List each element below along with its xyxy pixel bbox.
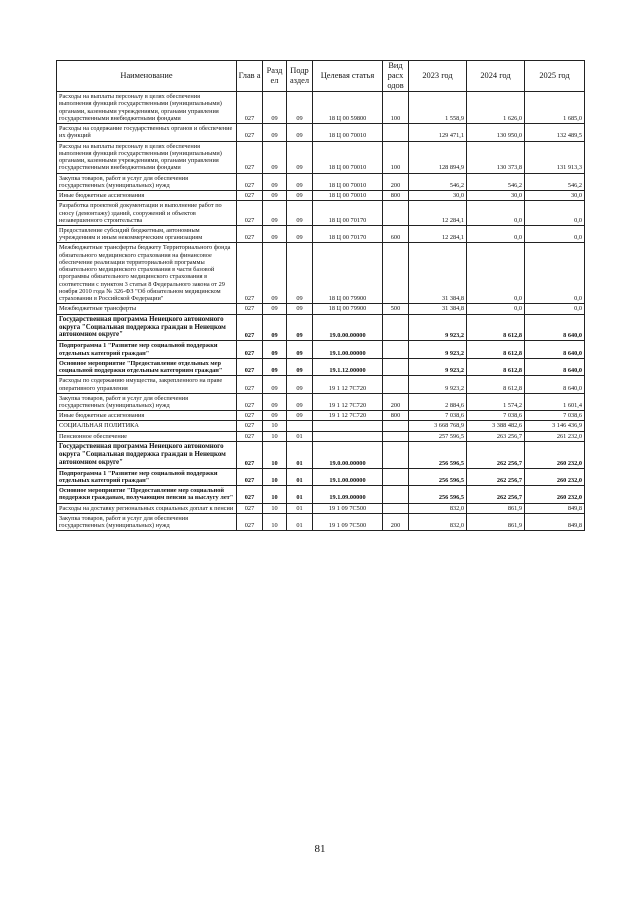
row-glava: 027 [237,92,263,124]
row-2024: 8 612,8 [467,341,525,358]
row-2024: 262 256,7 [467,486,525,503]
row-name: Расходы на содержание государственных органов и обеспечение их функций [57,124,237,141]
row-vid [383,421,409,431]
table-row [57,358,585,375]
row-podrazdel: 09 [287,314,313,341]
row-razdel: 10 [263,513,287,530]
row-article: 18 Ц 00 59800 [313,92,383,124]
row-2024: 0,0 [467,225,525,242]
row-2023: 9 923,2 [409,376,467,393]
row-2024: 0,0 [467,201,525,226]
row-vid: 800 [383,191,409,201]
table-row [57,124,585,141]
row-2023: 546,2 [409,173,467,190]
row-podrazdel: 01 [287,468,313,485]
table-body [57,92,585,531]
row-article: 18 Ц 00 70010 [313,141,383,173]
row-razdel: 10 [263,421,287,431]
row-razdel: 10 [263,431,287,441]
table-row [57,421,585,431]
row-article: 19.1.12.00000 [313,358,383,375]
row-podrazdel: 09 [287,201,313,226]
row-2025: 260 232,0 [525,468,585,485]
row-podrazdel: 09 [287,225,313,242]
row-name: Государственная программа Ненецкого автономного округа "Социальная поддержка граждан в Ненецком автономном округе" [57,441,237,468]
row-2025: 8 640,0 [525,358,585,375]
row-article: 18 Ц 00 70170 [313,201,383,226]
row-2024: 263 256,7 [467,431,525,441]
row-vid [383,431,409,441]
row-article: 18 Ц 00 79900 [313,304,383,314]
header-2024: 2024 год [467,61,525,92]
row-podrazdel: 09 [287,92,313,124]
row-2025: 261 232,0 [525,431,585,441]
row-2023: 9 923,2 [409,358,467,375]
row-2025: 0,0 [525,243,585,304]
row-podrazdel: 09 [287,243,313,304]
table-row [57,486,585,503]
row-name: Расходы на доставку региональных социальных доплат к пенсии [57,503,237,513]
row-name: Предоставление субсидий бюджетным, автономным учреждениям и иным некоммерческим организациям [57,225,237,242]
row-article: 18 Ц 00 70010 [313,173,383,190]
row-2025: 1 685,0 [525,92,585,124]
row-razdel: 09 [263,243,287,304]
table-row [57,441,585,468]
row-article: 19.0.00.00000 [313,314,383,341]
row-name: Разработка проектной документации и выполнение работ по сносу (демонтажу) зданий, сооружений и объектов незавершенного строительства [57,201,237,226]
row-2023: 12 284,1 [409,201,467,226]
table-row [57,513,585,530]
row-razdel: 09 [263,124,287,141]
row-2025: 849,8 [525,503,585,513]
row-glava: 027 [237,468,263,485]
row-glava: 027 [237,431,263,441]
row-vid: 500 [383,304,409,314]
row-glava: 027 [237,341,263,358]
row-2025: 3 146 436,9 [525,421,585,431]
row-2023: 3 668 768,9 [409,421,467,431]
row-2023: 12 284,1 [409,225,467,242]
row-2025: 260 232,0 [525,486,585,503]
row-2024: 262 256,7 [467,468,525,485]
row-2025: 131 913,3 [525,141,585,173]
row-name: Основное мероприятие "Предоставление мер социальной поддержки гражданам, получающим пенсии за выслугу лет" [57,486,237,503]
row-vid: 600 [383,225,409,242]
row-razdel: 09 [263,341,287,358]
header-podrazdel: Подр аздел [287,61,313,92]
row-glava: 027 [237,503,263,513]
row-name: Закупка товаров, работ и услуг для обеспечения государственных (муниципальных) нужд [57,393,237,410]
row-name: Иные бюджетные ассигнования [57,191,237,201]
row-glava: 027 [237,191,263,201]
budget-table [56,60,585,531]
row-2024: 861,9 [467,503,525,513]
row-glava: 027 [237,141,263,173]
row-name: Подпрограмма 1 "Развитие мер социальной поддержки отдельных категорий граждан" [57,468,237,485]
row-glava: 027 [237,421,263,431]
row-razdel: 09 [263,411,287,421]
row-glava: 027 [237,173,263,190]
row-name: Расходы на выплаты персоналу в целях обеспечения выполнения функций государственными (муниципальными) органами, казенными учреждениями, органами управления государственными внебюджетными фондами [57,92,237,124]
row-article: 19 1 12 7С720 [313,411,383,421]
row-article: 18 Ц 00 70170 [313,225,383,242]
row-name: Основное мероприятие "Предоставление отдельных мер социальной поддержки отдельным категориям граждан" [57,358,237,375]
row-razdel: 09 [263,141,287,173]
row-2024: 130 373,8 [467,141,525,173]
row-2023: 9 923,2 [409,341,467,358]
row-podrazdel: 09 [287,191,313,201]
row-glava: 027 [237,225,263,242]
row-2023: 31 384,8 [409,304,467,314]
row-vid: 200 [383,513,409,530]
row-razdel: 10 [263,441,287,468]
table-row [57,376,585,393]
row-article: 19 1 09 7С500 [313,503,383,513]
row-article [313,421,383,431]
row-vid [383,314,409,341]
table-row [57,503,585,513]
header-article: Целевая статья [313,61,383,92]
table-row [57,243,585,304]
table-row [57,173,585,190]
row-vid: 100 [383,92,409,124]
row-article: 19.1.09.00000 [313,486,383,503]
row-article: 19 1 12 7С720 [313,393,383,410]
row-razdel: 09 [263,225,287,242]
row-2024: 546,2 [467,173,525,190]
row-article: 19 1 09 7С500 [313,513,383,530]
row-glava: 027 [237,486,263,503]
row-vid [383,441,409,468]
row-glava: 027 [237,513,263,530]
table-row [57,141,585,173]
row-vid: 800 [383,411,409,421]
row-article: 19.0.00.00000 [313,441,383,468]
budget-page [56,60,584,531]
row-razdel: 09 [263,173,287,190]
row-glava: 027 [237,304,263,314]
row-2025: 132 489,5 [525,124,585,141]
row-vid [383,486,409,503]
row-2023: 30,0 [409,191,467,201]
row-vid [383,376,409,393]
row-razdel: 09 [263,393,287,410]
row-2024: 130 950,0 [467,124,525,141]
header-2023: 2023 год [409,61,467,92]
row-2025: 8 640,0 [525,341,585,358]
row-2025: 0,0 [525,304,585,314]
row-2023: 256 596,5 [409,441,467,468]
header-razdel: Разд ел [263,61,287,92]
row-2025: 1 601,4 [525,393,585,410]
header-glava: Глав а [237,61,263,92]
row-vid [383,468,409,485]
row-2024: 30,0 [467,191,525,201]
table-row [57,411,585,421]
row-podrazdel: 01 [287,503,313,513]
row-glava: 027 [237,376,263,393]
row-2023: 257 596,5 [409,431,467,441]
row-2024: 1 626,0 [467,92,525,124]
row-glava: 027 [237,201,263,226]
row-2024: 8 612,8 [467,376,525,393]
row-name: Закупка товаров, работ и услуг для обеспечения государственных (муниципальных) нужд [57,173,237,190]
row-razdel: 09 [263,201,287,226]
header-name: Наименование [57,61,237,92]
row-article: 19 1 12 7С720 [313,376,383,393]
row-podrazdel: 09 [287,304,313,314]
row-glava: 027 [237,314,263,341]
table-row [57,304,585,314]
row-2024: 0,0 [467,243,525,304]
row-2023: 832,0 [409,513,467,530]
row-vid [383,201,409,226]
row-podrazdel: 09 [287,393,313,410]
row-glava: 027 [237,441,263,468]
row-article: 19.1.00.00000 [313,468,383,485]
row-podrazdel: 09 [287,341,313,358]
row-vid: 200 [383,173,409,190]
row-2024: 0,0 [467,304,525,314]
row-2023: 9 923,2 [409,314,467,341]
table-row [57,393,585,410]
row-razdel: 09 [263,376,287,393]
table-row [57,191,585,201]
row-razdel: 10 [263,486,287,503]
row-2025: 0,0 [525,225,585,242]
table-row [57,431,585,441]
row-podrazdel: 09 [287,411,313,421]
row-name: Расходы по содержанию имущества, закрепленного на праве оперативного управления [57,376,237,393]
row-podrazdel: 09 [287,141,313,173]
row-2025: 30,0 [525,191,585,201]
row-vid [383,341,409,358]
row-article: 18 Ц 00 70010 [313,191,383,201]
row-2024: 7 038,6 [467,411,525,421]
row-glava: 027 [237,358,263,375]
row-2024: 8 612,8 [467,358,525,375]
table-row [57,201,585,226]
row-razdel: 09 [263,358,287,375]
row-2024: 3 388 482,6 [467,421,525,431]
row-podrazdel [287,421,313,431]
row-2024: 1 574,2 [467,393,525,410]
row-2025: 7 038,6 [525,411,585,421]
row-name: Подпрограмма 1 "Развитие мер социальной поддержки отдельных категорий граждан" [57,341,237,358]
row-glava: 027 [237,243,263,304]
row-2025: 260 232,0 [525,441,585,468]
row-podrazdel: 09 [287,358,313,375]
row-2024: 8 612,8 [467,314,525,341]
row-article: 18 Ц 00 79900 [313,243,383,304]
row-2023: 1 558,9 [409,92,467,124]
row-name: Расходы на выплаты персоналу в целях обеспечения выполнения функций государственными (муниципальными) органами, казенными учреждениями, органами управления государственными внебюджетными фондами [57,141,237,173]
row-2023: 2 884,6 [409,393,467,410]
table-row [57,314,585,341]
row-2024: 262 256,7 [467,441,525,468]
row-2024: 861,9 [467,513,525,530]
row-name: Межбюджетные трансферты [57,304,237,314]
row-podrazdel: 01 [287,441,313,468]
header-vid: Вид расх одов [383,61,409,92]
table-row [57,225,585,242]
page-number: 81 [314,843,326,855]
row-2025: 8 640,0 [525,376,585,393]
table-row [57,468,585,485]
row-2023: 256 596,5 [409,468,467,485]
row-glava: 027 [237,124,263,141]
row-article: 19.1.00.00000 [313,341,383,358]
row-2023: 129 471,1 [409,124,467,141]
row-podrazdel: 01 [287,486,313,503]
row-razdel: 09 [263,304,287,314]
header-2025: 2025 год [525,61,585,92]
row-glava: 027 [237,411,263,421]
table-row [57,341,585,358]
row-article: 18 Ц 00 70010 [313,124,383,141]
row-2023: 256 596,5 [409,486,467,503]
row-name: Межбюджетные трансферты бюджету Территориального фонда обязательного медицинского страхования на финансовое обеспечение реализации территориальной программы обязательного медицинского страхования в части базовой программы обязательного медицинского страхования в соответствии с пунктом 3 статьи 8 Федерального закона от 29 ноября 2010 года № 326-ФЗ "Об обязательном медицинском страховании в Российской Федерации" [57,243,237,304]
row-2025: 0,0 [525,201,585,226]
row-razdel: 10 [263,503,287,513]
row-vid [383,243,409,304]
row-name: СОЦИАЛЬНАЯ ПОЛИТИКА [57,421,237,431]
row-razdel: 09 [263,92,287,124]
row-podrazdel: 09 [287,124,313,141]
row-vid [383,503,409,513]
row-podrazdel: 09 [287,376,313,393]
row-vid [383,124,409,141]
row-2025: 849,8 [525,513,585,530]
row-razdel: 09 [263,191,287,201]
row-name: Пенсионное обеспечение [57,431,237,441]
row-glava: 027 [237,393,263,410]
row-2023: 31 384,8 [409,243,467,304]
row-2025: 8 640,0 [525,314,585,341]
row-podrazdel: 01 [287,513,313,530]
row-podrazdel: 01 [287,431,313,441]
row-vid: 100 [383,141,409,173]
row-podrazdel: 09 [287,173,313,190]
row-vid: 200 [383,393,409,410]
row-razdel: 10 [263,468,287,485]
table-header-row [57,61,585,92]
table-row [57,92,585,124]
row-vid [383,358,409,375]
row-article [313,431,383,441]
row-2023: 128 894,9 [409,141,467,173]
row-2023: 832,0 [409,503,467,513]
row-name: Иные бюджетные ассигнования [57,411,237,421]
row-razdel: 09 [263,314,287,341]
row-2025: 546,2 [525,173,585,190]
row-name: Закупка товаров, работ и услуг для обеспечения государственных (муниципальных) нужд [57,513,237,530]
row-name: Государственная программа Ненецкого автономного округа "Социальная поддержка граждан в Ненецком автономном округе" [57,314,237,341]
row-2023: 7 038,6 [409,411,467,421]
